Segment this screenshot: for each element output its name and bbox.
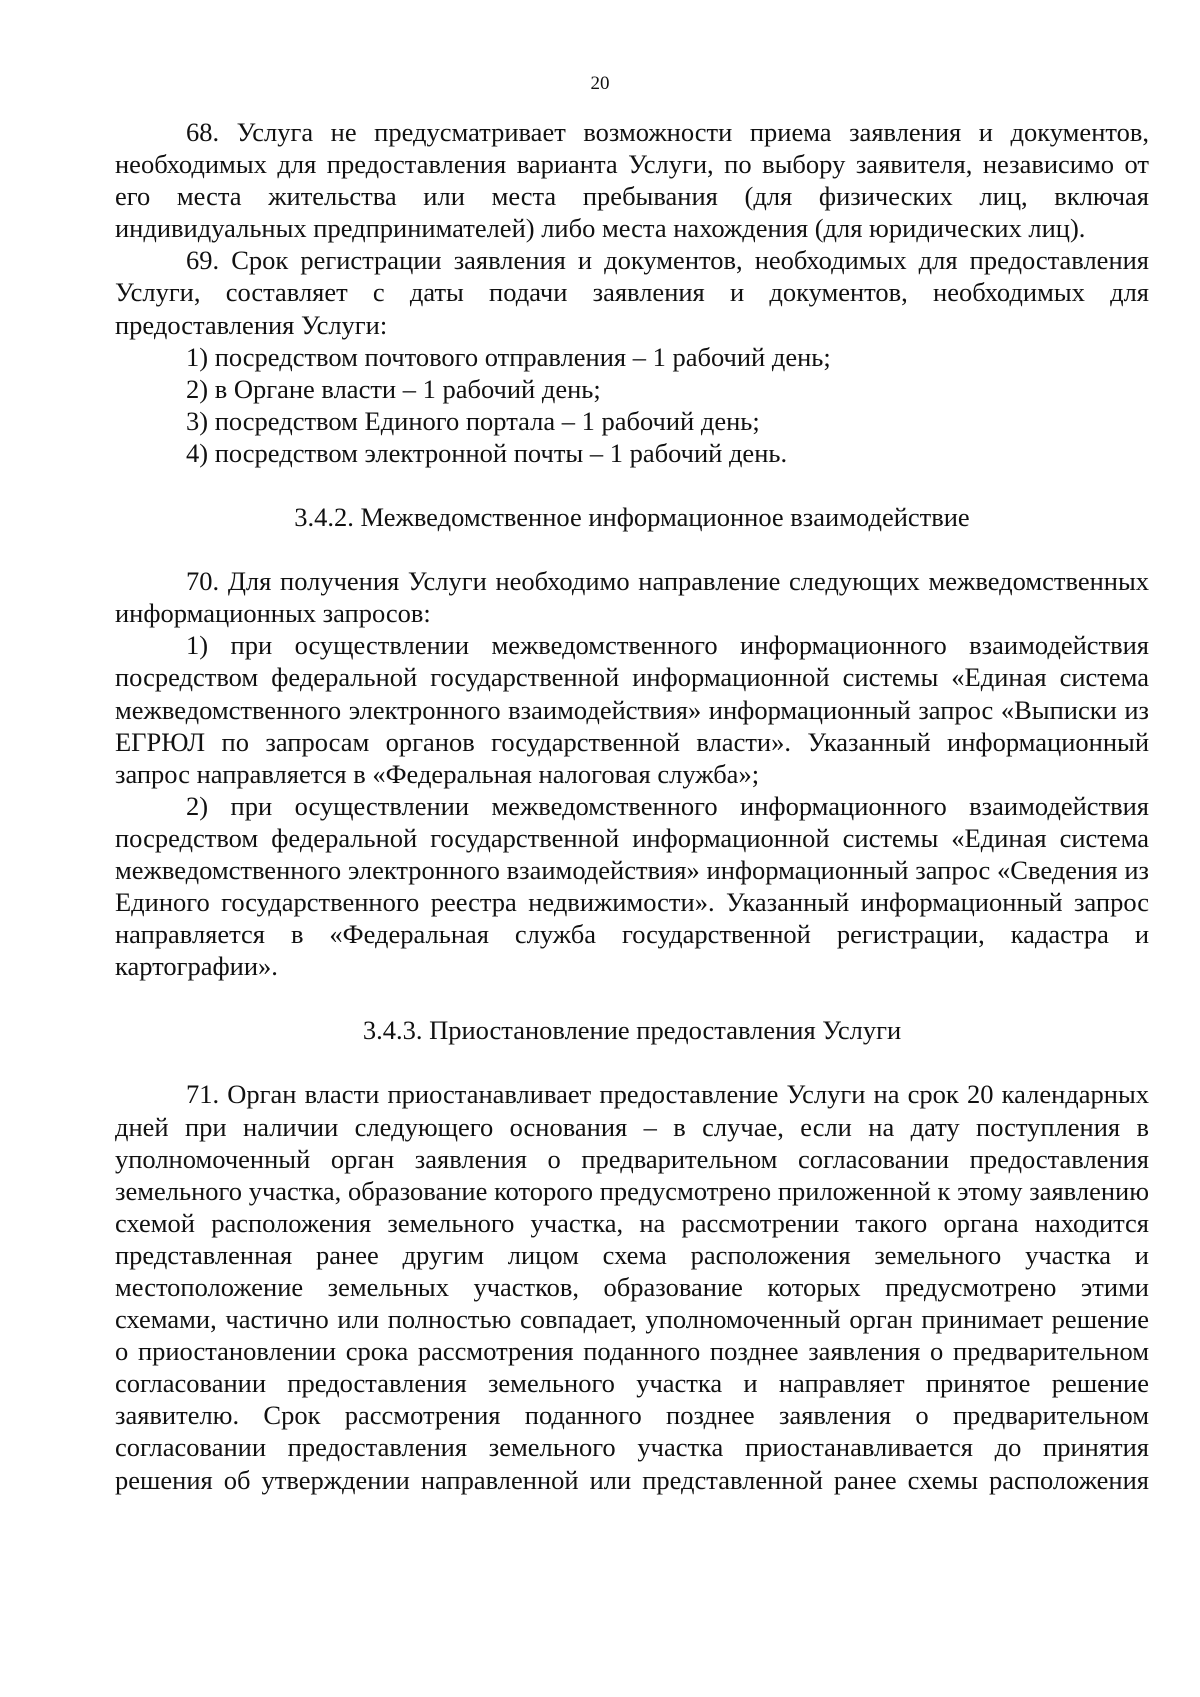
- page-number: 20: [590, 73, 610, 94]
- paragraph-71: 71. Орган власти приостанавливает предоставление Услуги на срок 20 календарных дней при наличии следующего основания – в случае, если на дату поступления в уполномоченный орган заявления о предварительном согласовании предоставления земельного участка, образование которого предусмотрено приложенной к этому заявлению схемой расположения земельного участка, на рассмотрении такого органа находится представленная ранее другим лицом схема расположения земельного участка и местоположение земельных участков, образование которых предусмотрено этими схемами, частично или полностью совпадает, уполномоченный орган принимает решение о приостановлении срока рассмотрения поданного позднее заявления о предварительном согласовании предоставления земельного участка и направляет принятое решение заявителю. Срок рассмотрения поданного позднее заявления о предварительном согласовании предоставления земельного участка приостанавливается до принятия решения об утверждении направленной или представленной ранее схемы расположения: [115, 1079, 1149, 1495]
- paragraph-69-item-3: 3) посредством Единого портала – 1 рабочий день;: [186, 405, 760, 436]
- paragraph-69-item-2: 2) в Органе власти – 1 рабочий день;: [186, 373, 601, 404]
- section-heading-3-4-2: 3.4.2. Межведомственное информационное взаимодействие: [294, 502, 970, 533]
- spacer: [115, 469, 1149, 501]
- paragraph-68: 68. Услуга не предусматривает возможности приема заявления и документов, необходимых для предоставления варианта Услуги, по выбору заявителя, независимо от его места жительства или места пребывания (для физических лиц, включая индивидуальных предпринимателей) либо места нахождения (для юридических лиц).: [115, 117, 1149, 244]
- paragraph-70: 70. Для получения Услуги необходимо направление следующих межведомственных информационных запросов:: [115, 566, 1149, 629]
- document-body: [115, 116, 1149, 1496]
- paragraph-69: 69. Срок регистрации заявления и документов, необходимых для предоставления Услуги, составляет с даты подачи заявления и документов, необходимых для предоставления Услуги:: [115, 245, 1149, 340]
- spacer: [115, 982, 1149, 1014]
- spacer: [115, 533, 1149, 565]
- paragraph-70-item-1: 1) при осуществлении межведомственного информационного взаимодействия посредством федеральной государственной информационной системы «Единая система межведомственного электронного взаимодействия» информационный запрос «Выписки из ЕГРЮЛ по запросам органов государственной власти». Указанный информационный запрос направляется в «Федеральная налоговая служба»;: [115, 630, 1149, 789]
- spacer: [115, 1046, 1149, 1078]
- paragraph-69-item-1: 1) посредством почтового отправления – 1 рабочий день;: [186, 341, 831, 372]
- section-heading-3-4-3: 3.4.3. Приостановление предоставления Услуги: [362, 1015, 902, 1046]
- paragraph-70-item-2: 2) при осуществлении межведомственного информационного взаимодействия посредством федеральной государственной информационной системы «Единая система межведомственного электронного взаимодействия» информационный запрос «Сведения из Единого государственного реестра недвижимости». Указанный информационный запрос направляется в «Федеральная служба государственной регистрации, кадастра и картографии».: [115, 790, 1149, 982]
- paragraph-69-item-4: 4) посредством электронной почты – 1 рабочий день.: [186, 437, 788, 468]
